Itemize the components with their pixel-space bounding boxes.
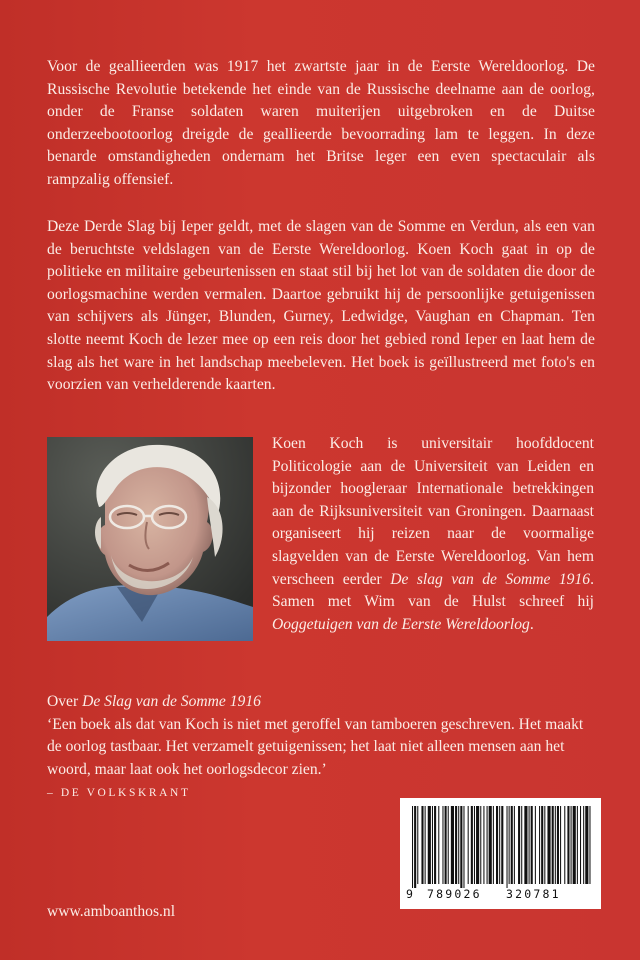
review-intro-text: Over	[47, 693, 83, 710]
barcode-bar	[501, 806, 503, 884]
barcode-bar	[451, 806, 454, 884]
barcode-bar	[564, 806, 565, 884]
review-book-title: De Slag van de Somme 1916	[82, 693, 261, 710]
barcode-bar	[460, 806, 462, 888]
author-bio	[272, 433, 594, 636]
review-source: – DE VOLKSKRANT	[47, 787, 191, 799]
barcode-group-1: 789026	[427, 887, 482, 901]
barcode-bar	[539, 806, 540, 884]
barcode-bar	[583, 806, 584, 884]
barcode-bar	[455, 806, 457, 884]
barcode-bar	[421, 806, 423, 884]
barcode-bar	[471, 806, 473, 884]
barcode-bar	[499, 806, 500, 884]
barcode-bar	[468, 806, 469, 884]
author-photo	[47, 437, 253, 641]
barcode-bar	[496, 806, 498, 884]
barcode-bar	[432, 806, 433, 884]
barcode-bar	[518, 806, 520, 884]
barcode-bar	[560, 806, 561, 884]
barcode-bar	[474, 806, 475, 884]
review-quote: ‘Een boek als dat van Koch is niet met geroffel van tamboeren geschreven. Het maakt de oorlog tastbaar. Het verzamelt getuigenissen; het laat niet alleen mensen aan het woord, maar laat ook het oorlogsdecor zien.’	[47, 715, 584, 778]
barcode-bar	[544, 806, 545, 884]
barcode-bar	[480, 806, 481, 884]
author-bio-text-2: . Samen met Wim van de Hulst schreef hij	[272, 570, 594, 611]
barcode-bar	[555, 806, 556, 884]
barcode-bar	[448, 806, 449, 884]
barcode-bar	[489, 806, 492, 884]
author-bio-text-3: .	[529, 615, 534, 633]
barcode-bar	[458, 806, 459, 884]
blurb-paragraph-2: Deze Derde Slag bij Ieper geldt, met de slagen van de Somme en Verdun, als een van de beruchtste veldslagen van de Eerste Wereldoorlog. Koen Koch gaat in op de politieke en militaire gebeurtenissen en staat stil bij het lot van de soldaten die door de oorlogsmachine werden vermalen. Daartoe gebruikt hij de persoonlijke getuigenissen van schijvers als Jünger, Blunden, Gurney, Ledwidge, Vaughan en Chapman. Ten slotte neemt Koch de lezer mee op een reis door het gebied rond Ieper en laat hem de slag als het ware in het landschap meebeleven. Het boek is geïllustreerd met foto's en voorzien van verhelderende kaarten.	[47, 218, 595, 394]
barcode-group-2: 320781	[506, 887, 561, 901]
barcode-bar	[589, 806, 590, 884]
barcode-bar	[557, 806, 559, 884]
barcode-bar	[507, 806, 508, 888]
barcode-bar	[580, 806, 581, 884]
barcode-bar	[438, 806, 439, 884]
barcode-bar	[547, 806, 550, 884]
barcode-bar	[573, 806, 576, 884]
barcode-bar	[445, 806, 447, 884]
barcode-bar	[414, 806, 416, 888]
barcode-bar	[509, 806, 510, 884]
barcode-bar	[571, 806, 572, 884]
author-book-title-1: De slag van de Somme 1916	[390, 570, 591, 588]
isbn-barcode	[400, 798, 601, 909]
barcode-bar	[577, 806, 578, 884]
blurb-paragraph-1: Voor de geallieerden was 1917 het zwartste jaar in de Eerste Wereldoorlog. De Russische Revolutie betekende het einde van de Russische deelname aan de oorlog, onder de Franse soldaten waren muiterijen uitgebroken en de Duitse onderzeebootoorlog dreigde de geallieerde bevoorrading lam te leggen. In deze benarde omstandigheden ondernam het Britse leger een even spectaculair als rampzalig offensief.	[47, 58, 595, 188]
author-portrait-image	[47, 437, 253, 641]
author-bio-text-1: Koen Koch is universitair hoofddocent Politicologie aan de Universiteit van Leiden en bijzonder hoogleraar Internationale betrekkingen aan de Rijksuniversiteit van Groningen. Daarnaast organiseert hij reizen naar de voormalige slagvelden van de Eerste Wereldoorlog. Van hem verscheen eerder	[272, 435, 594, 588]
barcode-bar	[531, 806, 533, 884]
barcode-bar	[524, 806, 527, 884]
author-book-title-2: Ooggetuigen van de Eerste Wereldoorlog	[272, 615, 530, 633]
barcode-bar	[514, 806, 515, 884]
barcode-bar	[428, 806, 431, 884]
barcode-bar	[417, 806, 418, 884]
barcode-bar	[483, 806, 484, 884]
barcode-bar	[552, 806, 554, 884]
barcode-bar	[463, 806, 464, 888]
barcode-bar	[585, 806, 588, 884]
barcode-bar	[511, 806, 513, 884]
publisher-website: www.amboanthos.nl	[47, 903, 176, 920]
barcode-bar	[493, 806, 494, 884]
barcode-first-digit: 9	[406, 887, 414, 901]
barcode-bar	[425, 806, 426, 884]
barcode-bar	[412, 806, 413, 888]
barcode-bar	[535, 806, 536, 884]
barcode-bar	[434, 806, 436, 884]
barcode-bar	[476, 806, 479, 884]
review-intro	[47, 691, 597, 714]
review-block	[47, 691, 597, 781]
barcode-bar	[521, 806, 522, 884]
barcode-bar	[567, 806, 569, 884]
barcode-bar	[541, 806, 543, 884]
barcode-bar	[487, 806, 488, 884]
barcode-bar	[442, 806, 443, 884]
barcode-bar	[529, 806, 530, 884]
